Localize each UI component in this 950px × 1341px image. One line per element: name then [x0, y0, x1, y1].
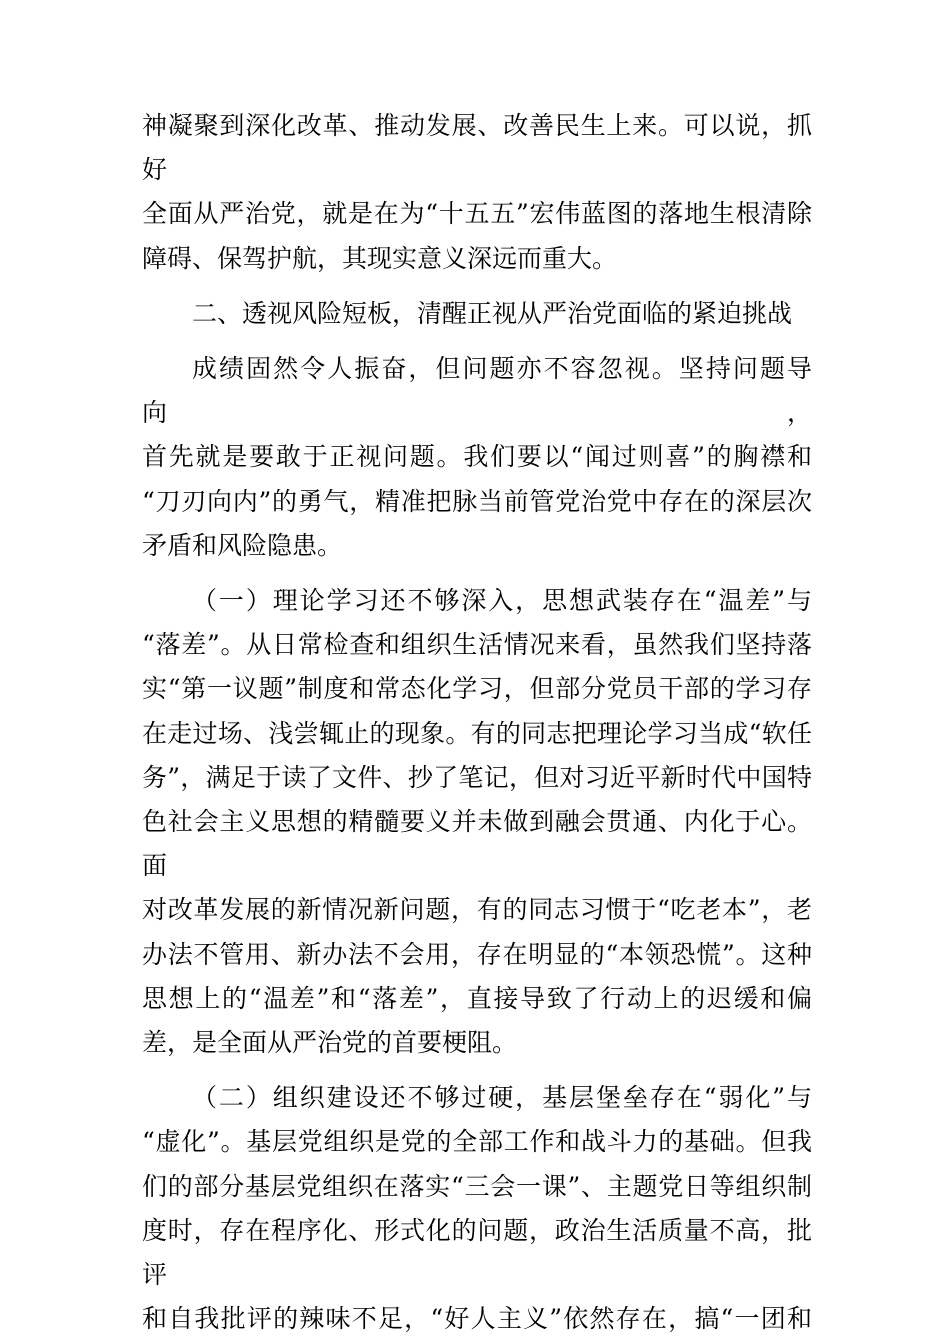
text-line: 色社会主义思想的精髓要义并未做到融会贯通、内化于心。面 [142, 807, 812, 881]
text-line: 办法不管用、新办法不会用，存在明显的“本领恐慌”。这种 [142, 939, 812, 969]
section-heading [142, 292, 812, 336]
text-line: 全面从严治党，就是在为“十五五”宏伟蓝图的落地生根清除 [142, 199, 812, 229]
paragraph-4 [142, 579, 812, 1065]
text-line: 和自我批评的辣味不足，“好人主义”依然存在，搞“一团和 [142, 1304, 812, 1334]
text-line: （二）组织建设还不够过硬，基层堡垒存在“弱化”与 [192, 1083, 812, 1113]
text-line: 思想上的“温差”和“落差”，直接导致了行动上的迟缓和偏 [142, 983, 812, 1013]
text-line: 差，是全面从严治党的首要梗阻。 [142, 1028, 518, 1058]
text-line: 成绩固然令人振奋，但问题亦不容忽视。坚持问题导向， [142, 354, 812, 428]
text-line: 对改革发展的新情况新问题，有的同志习惯于“吃老本”，老 [142, 895, 812, 925]
text-line: （一）理论学习还不够深入，思想武装存在“温差”与 [192, 586, 812, 616]
text-line: 障碍、保驾护航，其现实意义深远而重大。 [142, 243, 618, 273]
text-line: 们的部分基层党组织在落实“三会一课”、主题党日等组织制 [142, 1171, 812, 1201]
paragraph-5 [142, 1076, 812, 1341]
text-line: “刀刃向内”的勇气，精准把脉当前管党治党中存在的深层次 [142, 486, 812, 516]
text-line: “落差”。从日常检查和组织生活情况来看，虽然我们坚持落 [142, 630, 812, 660]
text-line: 神凝聚到深化改革、推动发展、改善民生上来。可以说，抓好 [142, 111, 812, 185]
paragraph-1 [142, 104, 812, 281]
heading-line: 二、透视风险短板，清醒正视从严治党面临的紧迫挑战 [192, 298, 793, 328]
text-line: “虚化”。基层党组织是党的全部工作和战斗力的基础。但我 [142, 1127, 812, 1157]
text-line: 在走过场、浅尝辄止的现象。有的同志把理论学习当成“软任 [142, 718, 812, 748]
text-line: 矛盾和风险隐患。 [142, 530, 343, 560]
text-line: 务”，满足于读了文件、抄了笔记，但对习近平新时代中国特 [142, 762, 812, 792]
text-line: 度时，存在程序化、形式化的问题，政治生活质量不高，批评 [142, 1215, 812, 1290]
text-line: 首先就是要敢于正视问题。我们要以“闻过则喜”的胸襟和 [142, 442, 812, 472]
paragraph-3 [142, 347, 812, 568]
text-line: 实“第一议题”制度和常态化学习，但部分党员干部的学习存 [142, 674, 812, 704]
